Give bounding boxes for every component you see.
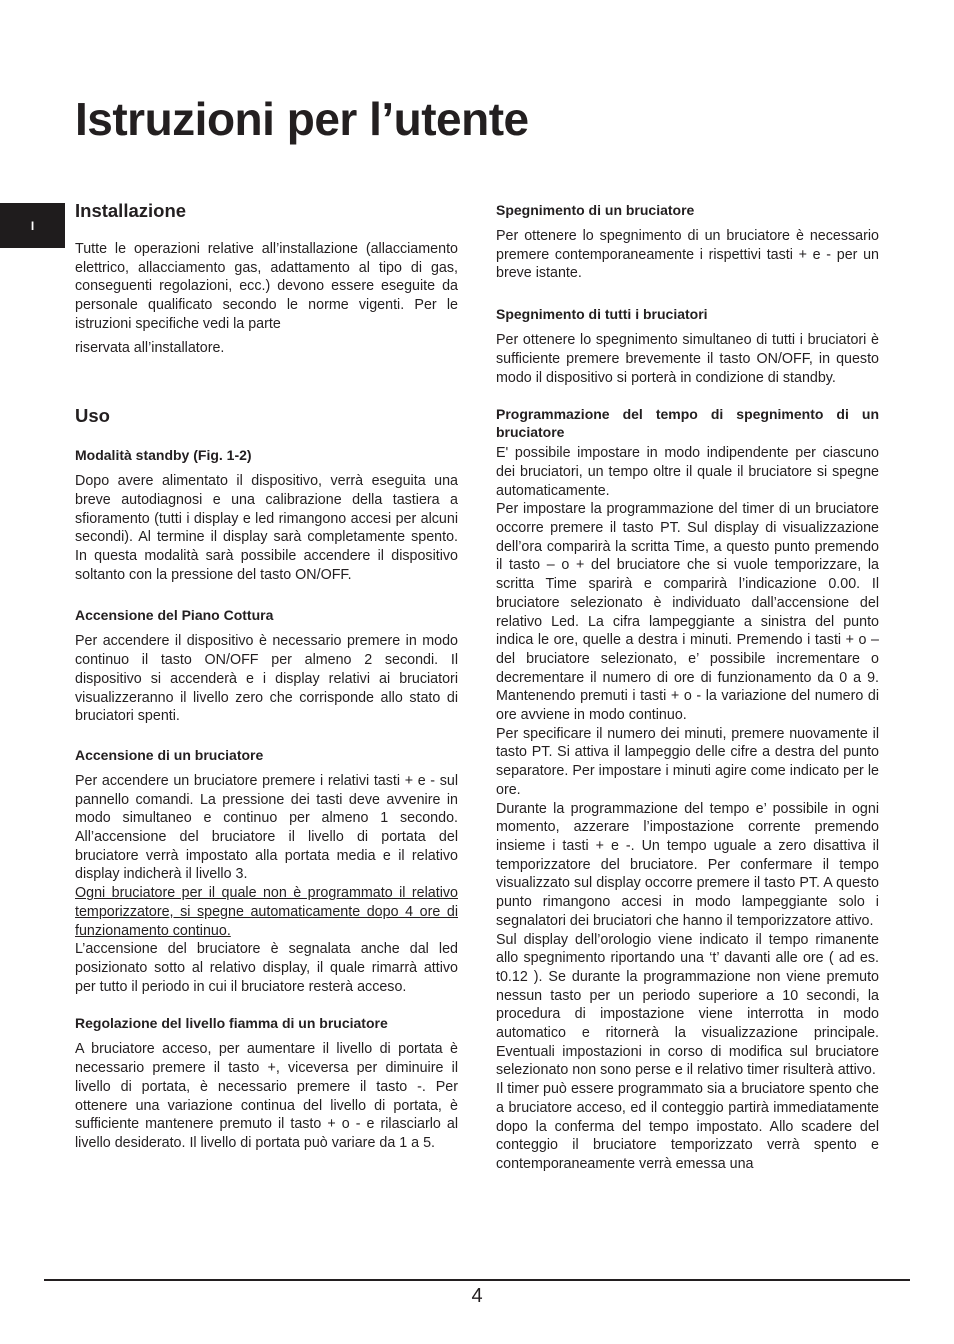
standby-heading: Modalità standby (Fig. 1-2) [75,447,252,464]
left-column [75,198,458,1153]
accensione-bruciatore-text: Per accendere un bruciatore premere i relativi tasti + e - sul pannello comandi. La pressione dei tasti deve avvenire in modo simultaneo e continuo per almeno 1 secondo. All’accensione del bruciatore il livello di portata del bruciatore verrà impostato alla portata media e il relativo display indicherà il livello 3. [75,772,458,883]
programmazione-heading: Programmazione del tempo di spegnimento di un bruciatore [496,406,879,441]
accensione-bruciatore-underlined-note: Ogni bruciatore per il quale non è programmato il relativo temporizzatore, si spegne automaticamente dopo 4 ore di funzionamento continuo. [75,885,458,939]
programmazione-paragraph-1: E' possibile impostare in modo indipendente per ciascuno dei bruciatori, un tempo oltre il quale il bruciatore si spegne automaticamente. [496,445,879,499]
spegnimento-tutti-text: Per ottenere lo spegnimento simultaneo di tutti i bruciatori è sufficiente premere brevemente il tasto ON/OFF, in questo modo il dispositivo si porterà in condizione di standby. [496,332,879,386]
programmazione-paragraph-2: Per impostare la programmazione del timer di un bruciatore occorre premere il tasto PT. Sul display di visualizzazione dell’ora comparirà la scritta Time, a questo punto premendo il tasto – o + del bruciatore che si vuole temporizzare, la scritta Time sparirà e comparirà l’indicazione 0.00. Il bruciatore selezionato è individuato dall’accensione del relativo Led. La cifra lampeggiante a sinistra del punto indica le ore, quelle a destra i minuti. Premendo i tasti + o – del bruciatore selezionato, e’ possibile incrementare o decrementare il numero di ore di funzionamento da 0 a 9. Mantenendo premuti i tasti + o - la variazione del numero di ore avviene in modo continuo. [496,501,879,724]
standby-text: Dopo avere alimentato il dispositivo, verrà eseguita una breve autodiagnosi e una calibrazione della tastiera a sfioramento (tutti i display e led rimangono accesi per alcuni secondi). Al termine il display sarà completamente spento. In questa modalità sarà possibile accendere il dispositivo soltanto con la pressione del tasto ON/OFF. [75,473,458,583]
accensione-piano-heading: Accensione del Piano Cottura [75,607,274,624]
regolazione-text: A bruciatore acceso, per aumentare il livello di portata è necessario premere il tasto +, viceversa per diminuire il livello di portata, è necessario premere il tasto -. Per ottenere una variazione continua del livello di portata, è sufficiente mantenere premuto il tasto + o - e rilasciarlo al livello desiderato. Il livello di portata può variare da 1 a 5. [75,1041,458,1151]
installazione-heading: Installazione [75,200,187,221]
regolazione-heading: Regolazione del livello fiamma di un bruciatore [75,1015,388,1032]
accensione-bruciatore-text-2: L’accensione del bruciatore è segnalata anche dal led posizionato sotto al relativo display, il quale rimarrà attivo per tutto il periodo in cui il bruciatore resterà acceso. [75,941,458,995]
uso-heading: Uso [75,405,110,427]
spegnimento-tutti-heading: Spegnimento di tutti i bruciatori [496,306,708,323]
installazione-text: Tutte le operazioni relative all’installazione (allacciamento elettrico, allacciamento gas, adattamento al tipo di gas, conseguenti regolazioni, ecc.) devono essere eseguite da personale qualificato secondo le norme vigenti. Per le istruzioni specifiche vedi la parte [75,241,458,332]
spegnimento-text: Per ottenere lo spegnimento di un bruciatore è necessario premere contemporaneamente i rispettivi tasti + e - per un breve istante. [496,228,879,282]
right-column [496,198,879,1174]
programmazione-paragraph-3: Per specificare il numero dei minuti, premere nuovamente il tasto PT. Si attiva il lampeggio delle cifre a destra del punto separatore. Per impostare i minuti agire come indicato per le ore. [496,725,879,798]
spegnimento-heading: Spegnimento di un bruciatore [496,202,695,218]
accensione-bruciatore-heading: Accensione di un bruciatore [75,746,264,763]
accensione-piano-text: Per accendere il dispositivo è necessario premere in modo continuo il tasto ON/OFF per almeno 2 secondi. Il dispositivo si accenderà e i display relativi ai bruciatori visualizzeranno il livello zero che corrisponde allo stato di bruciatori spenti. [75,633,458,725]
footer-rule [44,1279,910,1281]
programmazione-paragraph-5: Sul display dell’orologio viene indicato il tempo rimanente allo spegnimento riportando una ‘t’ davanti alle ore ( ad es. t0.12 ). Se durante la programmazione non viene premuto nessun tasto per un periodo superiore a 10 secondi, la procedura di impostazione viene interrotta in modo automatico e ritornerà la visualizzazione principale. Eventuali impostazioni in corso di modifica sul bruciatore selezionato non sono perse e il relativo timer risulterà attivo. [496,931,879,1079]
programmazione-paragraph-6: Il timer può essere programmato sia a bruciatore spento che a bruciatore acceso, ed il conteggio partirà immediatamente dopo la conferma del tempo impostato. Allo scadere del conteggio il bruciatore temporizzato verrà spento e contemporaneamente verrà emessa una [496,1081,879,1172]
installazione-text-2: riservata all’installatore. [75,339,225,356]
language-tab: I [0,203,65,248]
programmazione-paragraph-4: Durante la programmazione del tempo e’ possibile in ogni momento, azzerare l’impostazione corrente premendo insieme i tasti + e -. Un tempo uguale a zero disattiva il temporizzatore del bruciatore. Per confermare il tempo visualizzato sul display occorre premere il tasto PT. A questo punto rimangono accesi in modo lampeggiante solo i segnalatori dei bruciatori che hanno il temporizzatore attivo. [496,800,879,929]
page-number: 4 [471,1285,483,1307]
page-title: Istruzioni per l’utente [75,93,529,145]
